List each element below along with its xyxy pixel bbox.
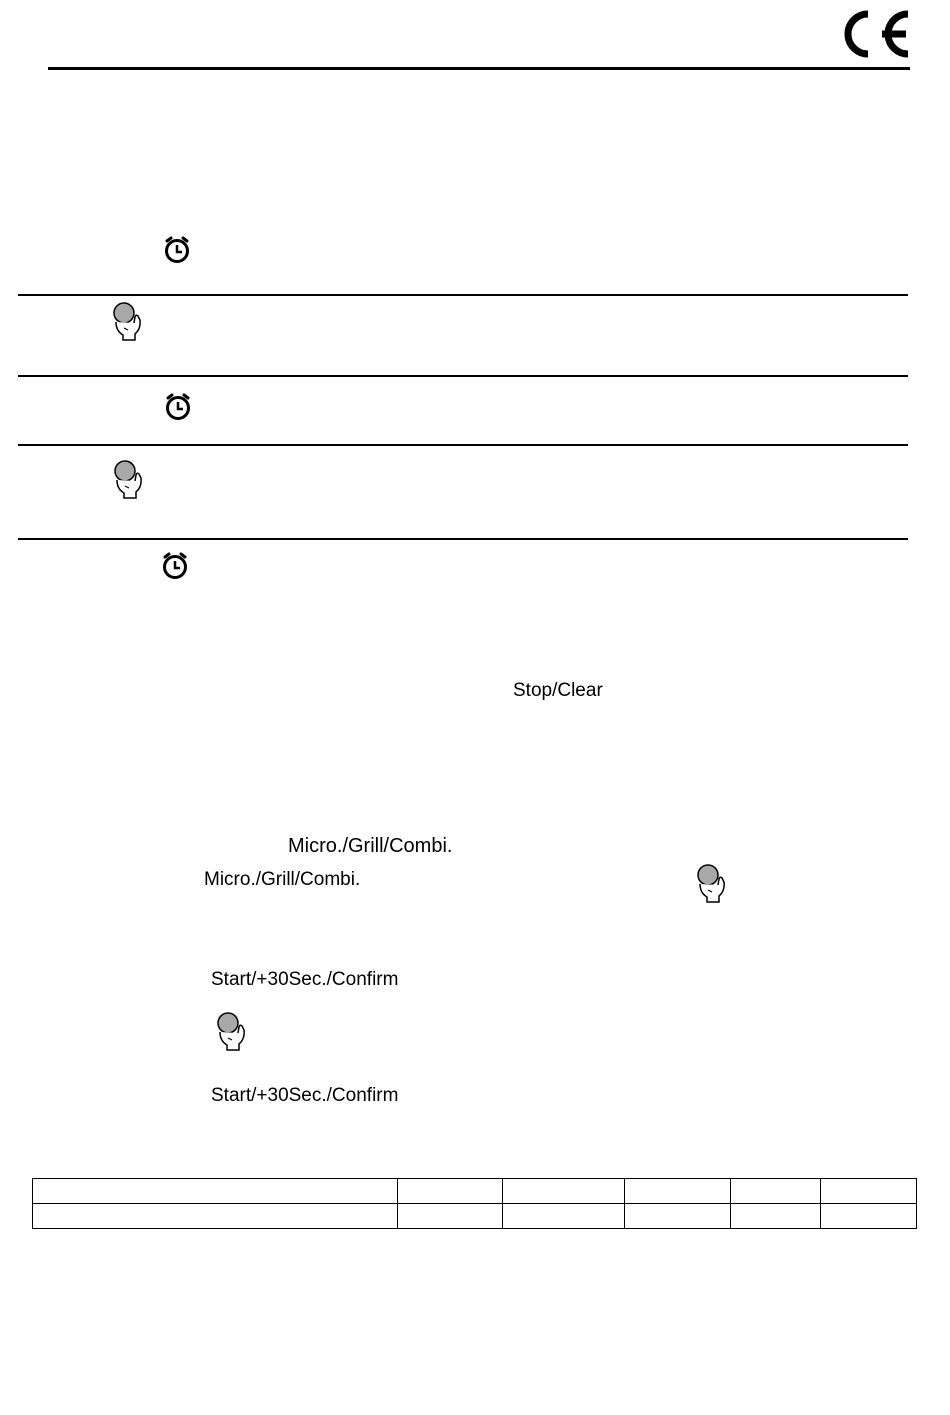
table-cell [731, 1204, 821, 1229]
micro-grill-combi-label: Micro./Grill/Combi. [288, 835, 453, 857]
table-cell [398, 1179, 503, 1204]
table-row [33, 1179, 917, 1204]
table-cell [33, 1204, 398, 1229]
table-cell [731, 1179, 821, 1204]
stop-clear-label: Stop/Clear [513, 680, 603, 701]
rotary-knob-hand-icon [111, 458, 147, 500]
section-divider [18, 538, 908, 540]
settings-table [32, 1178, 917, 1229]
alarm-clock-icon [160, 551, 190, 581]
alarm-clock-icon [162, 235, 192, 265]
table-cell [398, 1204, 503, 1229]
section-divider [18, 294, 908, 296]
table-cell [33, 1179, 398, 1204]
rotary-knob-hand-icon [694, 862, 730, 904]
header-rule [48, 67, 910, 70]
rotary-knob-hand-icon [110, 300, 146, 342]
section-divider [18, 444, 908, 446]
rotary-knob-hand-icon [214, 1010, 250, 1052]
table-row [33, 1204, 917, 1229]
start-confirm-label: Start/+30Sec./Confirm [211, 969, 399, 990]
table-cell [503, 1179, 625, 1204]
table-cell [821, 1204, 917, 1229]
table-cell [503, 1204, 625, 1229]
ce-mark-icon [834, 8, 912, 60]
table-cell [625, 1204, 731, 1229]
table-cell [625, 1179, 731, 1204]
table-cell [821, 1179, 917, 1204]
section-divider [18, 375, 908, 377]
alarm-clock-icon [163, 392, 193, 422]
micro-grill-combi-label: Micro./Grill/Combi. [204, 869, 361, 890]
start-confirm-label: Start/+30Sec./Confirm [211, 1085, 399, 1106]
